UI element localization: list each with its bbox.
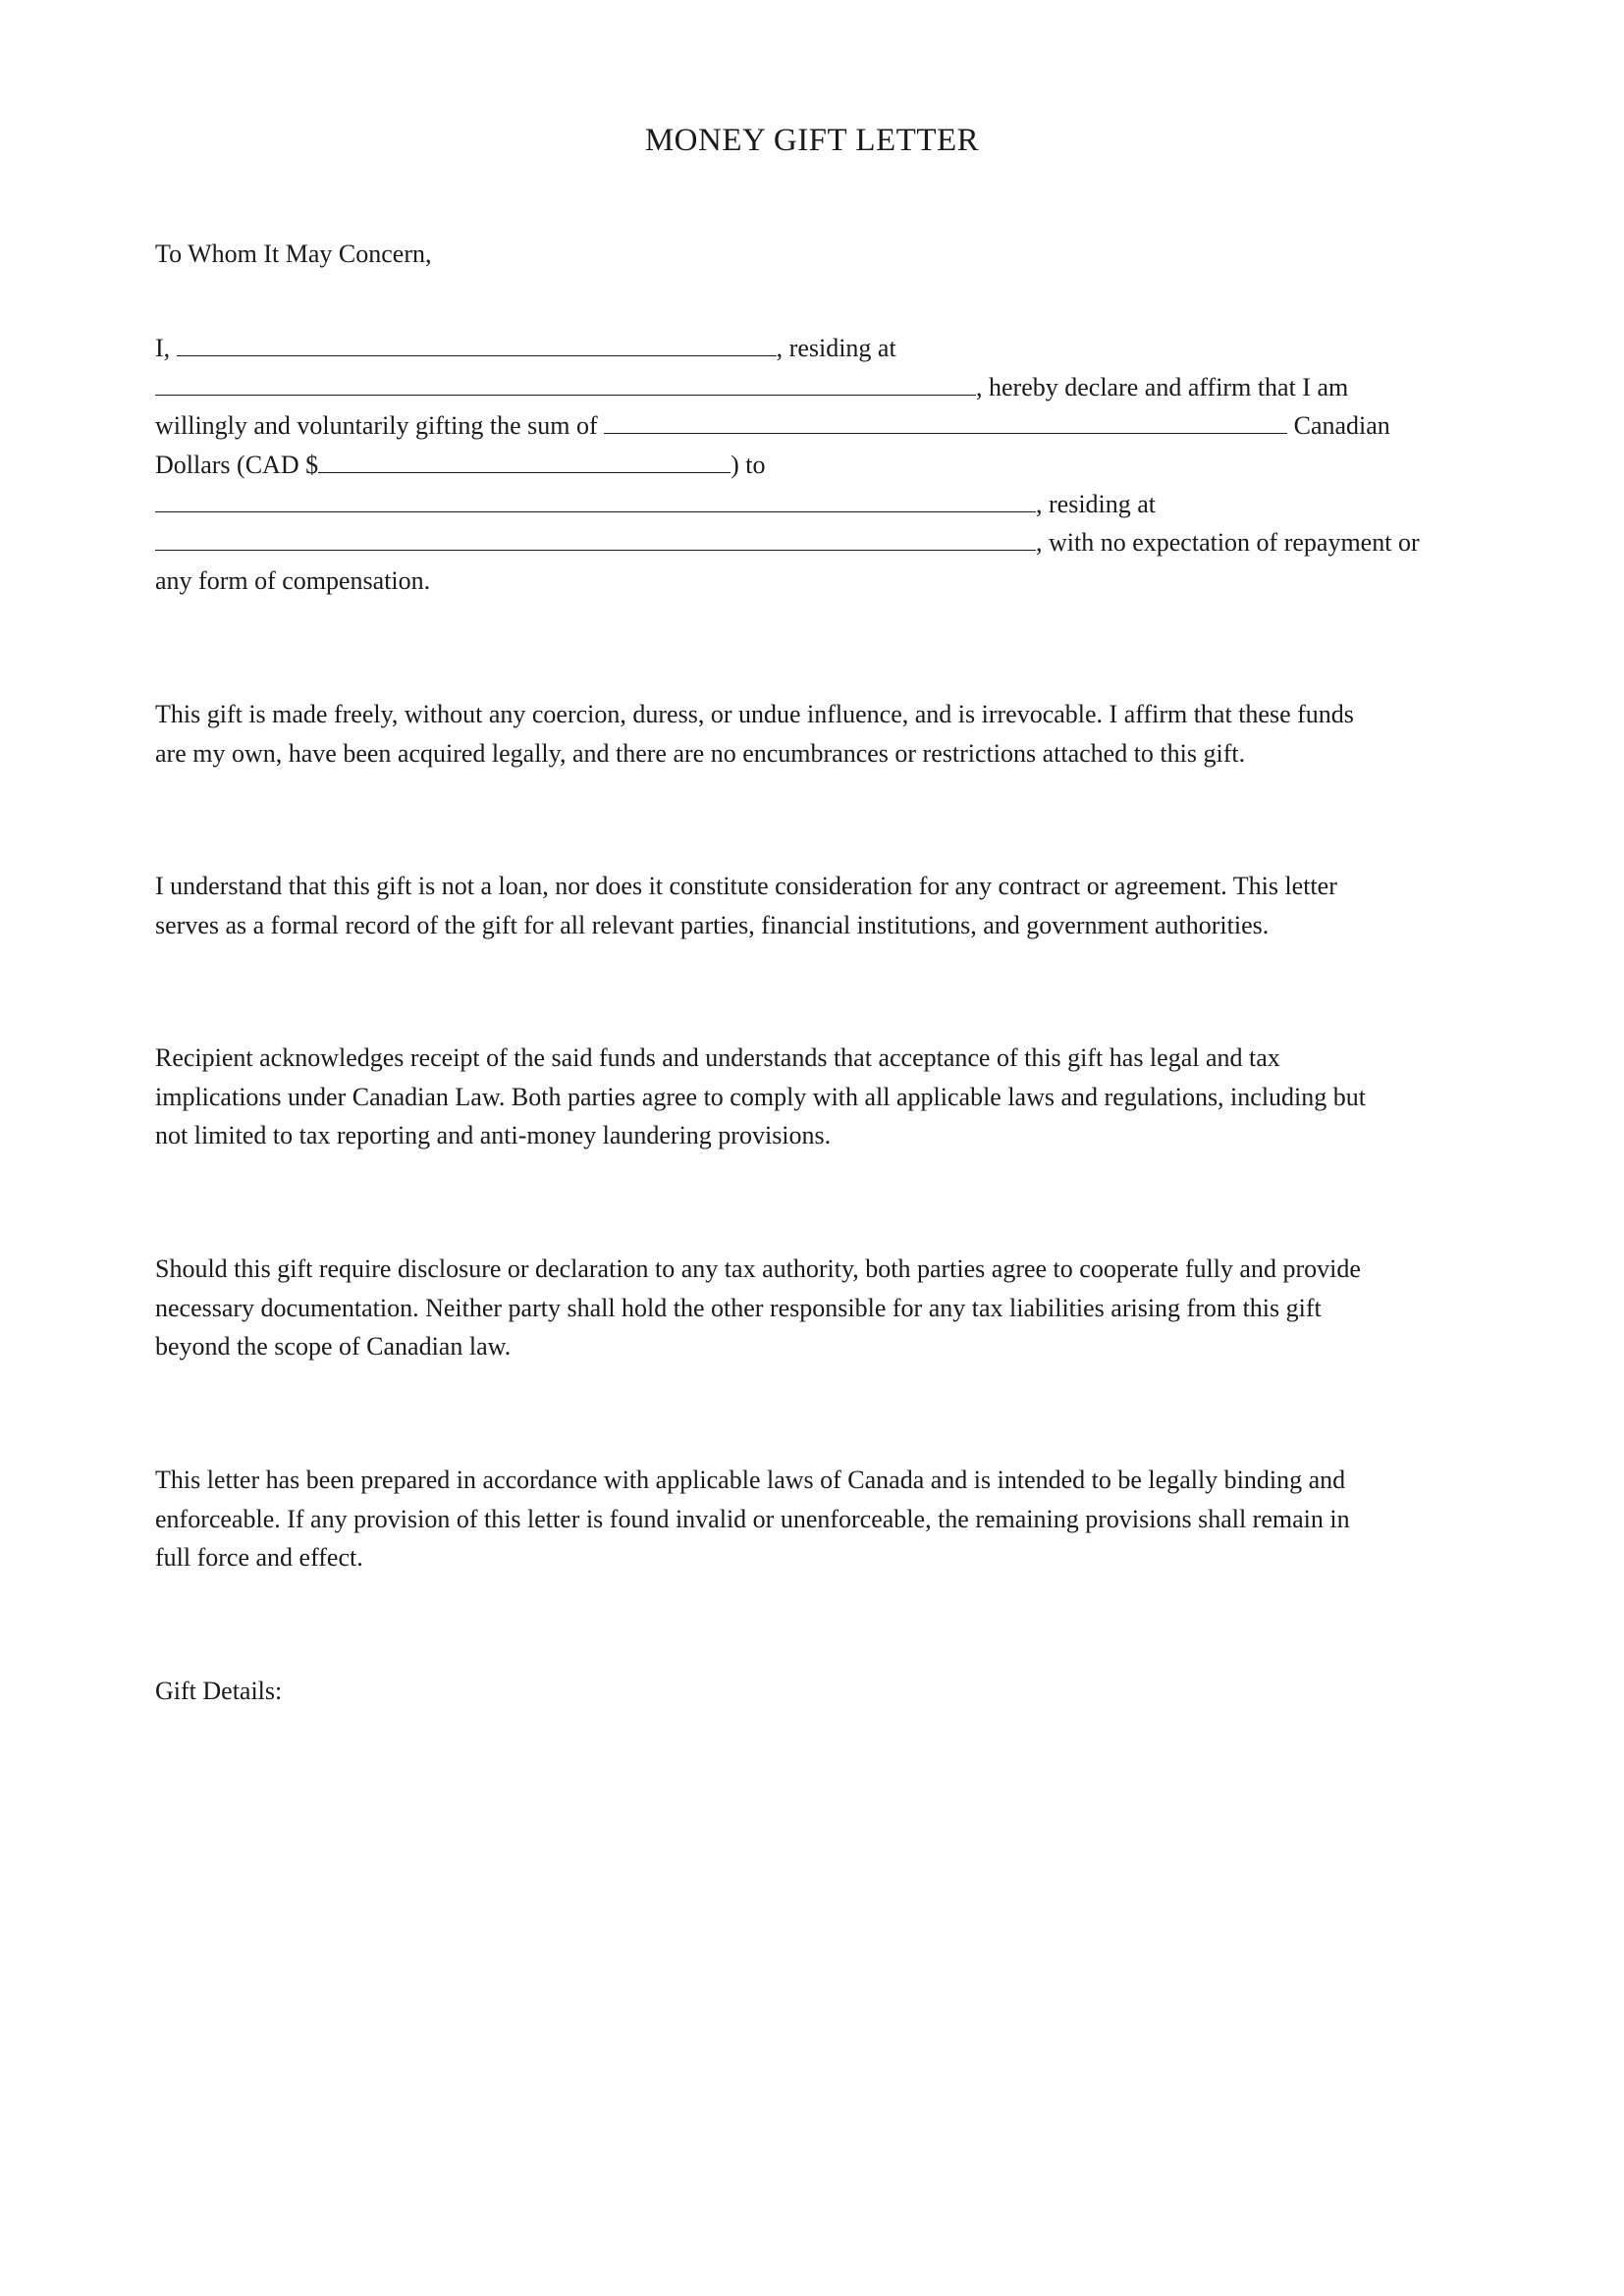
paragraph-line: are my own, have been acquired legally, and there are no encumbrances or restrictions attached to this gift. xyxy=(155,739,1246,768)
gift-amount-cad-blank[interactable] xyxy=(318,449,731,473)
declaration-line-6 xyxy=(155,526,1420,559)
declaration-text: ) to xyxy=(731,451,766,479)
recipient-address-blank[interactable] xyxy=(155,526,1036,551)
declaration-text: , with no expectation of repayment or xyxy=(1036,528,1420,557)
declaration-text: , residing at xyxy=(1036,490,1157,518)
paragraph-line: not limited to tax reporting and anti-money laundering provisions. xyxy=(155,1121,832,1149)
paragraph-line: necessary documentation. Neither party shall hold the other responsible for any tax liabilities arising from this gift xyxy=(155,1294,1322,1322)
paragraph-line: Recipient acknowledges receipt of the said funds and understands that acceptance of this gift has legal and tax xyxy=(155,1043,1280,1072)
declaration-text: Dollars (CAD $ xyxy=(155,451,319,479)
donor-address-blank[interactable] xyxy=(155,371,976,396)
donor-name-blank[interactable] xyxy=(177,332,777,356)
declaration-line-2 xyxy=(155,371,1348,403)
declaration-text: Canadian xyxy=(1287,411,1390,440)
declaration-text: , residing at xyxy=(776,334,896,362)
paragraph-line: serves as a formal record of the gift for all relevant parties, financial institutions, and government authorities. xyxy=(155,911,1270,939)
declaration-text: I, xyxy=(155,334,177,362)
salutation: To Whom It May Concern, xyxy=(155,240,432,268)
declaration-text: willingly and voluntarily gifting the sum of xyxy=(155,411,605,440)
declaration-line-4 xyxy=(155,449,765,481)
declaration-text: , hereby declare and affirm that I am xyxy=(976,373,1349,401)
paragraph-line: implications under Canadian Law. Both parties agree to comply with all applicable laws and regulations, including but xyxy=(155,1083,1366,1111)
declaration-line-7: any form of compensation. xyxy=(155,566,431,595)
gift-amount-words-blank[interactable] xyxy=(604,409,1287,434)
gift-details-label: Gift Details: xyxy=(155,1677,283,1705)
declaration-line-5 xyxy=(155,488,1156,520)
paragraph-line: I understand that this gift is not a loan, nor does it constitute consideration for any contract or agreement. This letter xyxy=(155,872,1337,900)
declaration-line-1 xyxy=(155,332,896,364)
declaration-line-3 xyxy=(155,409,1390,442)
paragraph-line: Should this gift require disclosure or declaration to any tax authority, both parties agree to cooperate fully and provide xyxy=(155,1255,1361,1283)
paragraph-line: full force and effect. xyxy=(155,1543,363,1572)
paragraph-line: beyond the scope of Canadian law. xyxy=(155,1332,512,1361)
paragraph-line: This letter has been prepared in accordance with applicable laws of Canada and is intended to be legally binding and xyxy=(155,1466,1346,1494)
paragraph-line: This gift is made freely, without any coercion, duress, or undue influence, and is irrevocable. I affirm that these funds xyxy=(155,700,1354,728)
document-title: MONEY GIFT LETTER xyxy=(644,123,980,158)
paragraph-line: enforceable. If any provision of this letter is found invalid or unenforceable, the remaining provisions shall remain in xyxy=(155,1505,1350,1533)
recipient-name-blank[interactable] xyxy=(155,488,1036,512)
